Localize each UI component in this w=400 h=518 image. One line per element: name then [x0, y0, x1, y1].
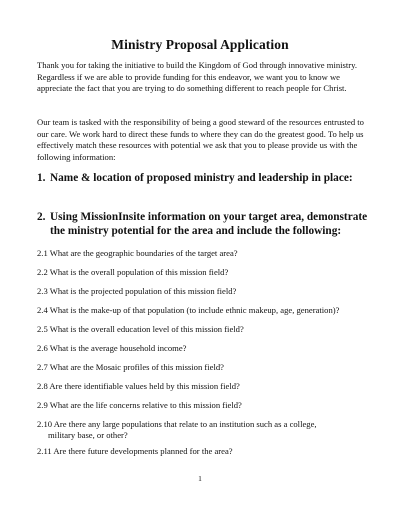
- section-heading-1: [37, 172, 372, 186]
- question-item: 2.2 What is the overall population of this mission field?: [37, 267, 229, 277]
- section-heading-text: Name & location of proposed ministry and leadership in place:: [50, 172, 353, 184]
- question-item: 2.6 What is the average household income?: [37, 343, 187, 353]
- question-item: 2.5 What is the overall education level of this mission field?: [37, 324, 244, 334]
- question-item: 2.11 Are there future developments planned for the area?: [37, 446, 233, 456]
- question-item: 2.7 What are the Mosaic profiles of this mission field?: [37, 362, 224, 372]
- section-number: 1.: [37, 172, 46, 184]
- team-paragraph: Our team is tasked with the responsibility of being a good steward of the resources entrusted to our care. We work hard to direct these funds to where they can do the greatest good. To help us effectively match these resources with potential we ask that you to please provide us with the following information:: [37, 117, 364, 162]
- section-heading-text: Using MissionInsite information on your target area, demonstrate the ministry potential for the area and include the following:: [50, 211, 368, 237]
- page-number: 1: [198, 474, 202, 483]
- question-item: [37, 419, 372, 441]
- intro-paragraph: Thank you for taking the initiative to build the Kingdom of God through innovative ministry. Regardless if we are able to provide funding for this endeavor, we want you to know we appreciate the fact that you are trying to do something different to reach people for Christ.: [37, 60, 357, 94]
- question-item: 2.9 What are the life concerns relative to this mission field?: [37, 400, 242, 410]
- question-text: 2.10 Are there any large populations that relate to an institution such as a college,: [37, 419, 317, 429]
- question-item: 2.4 What is the make-up of that population (to include ethnic makeup, age, generation)?: [37, 305, 340, 315]
- question-item: 2.3 What is the projected population of this mission field?: [37, 286, 237, 296]
- section-number: 2.: [37, 211, 46, 223]
- question-item: 2.1 What are the geographic boundaries of the target area?: [37, 248, 238, 258]
- section-heading-2: [37, 211, 372, 238]
- question-item: 2.8 Are there identifiable values held by this mission field?: [37, 381, 240, 391]
- page-title: Ministry Proposal Application: [111, 37, 289, 52]
- question-continuation: military base, or other?: [48, 430, 128, 440]
